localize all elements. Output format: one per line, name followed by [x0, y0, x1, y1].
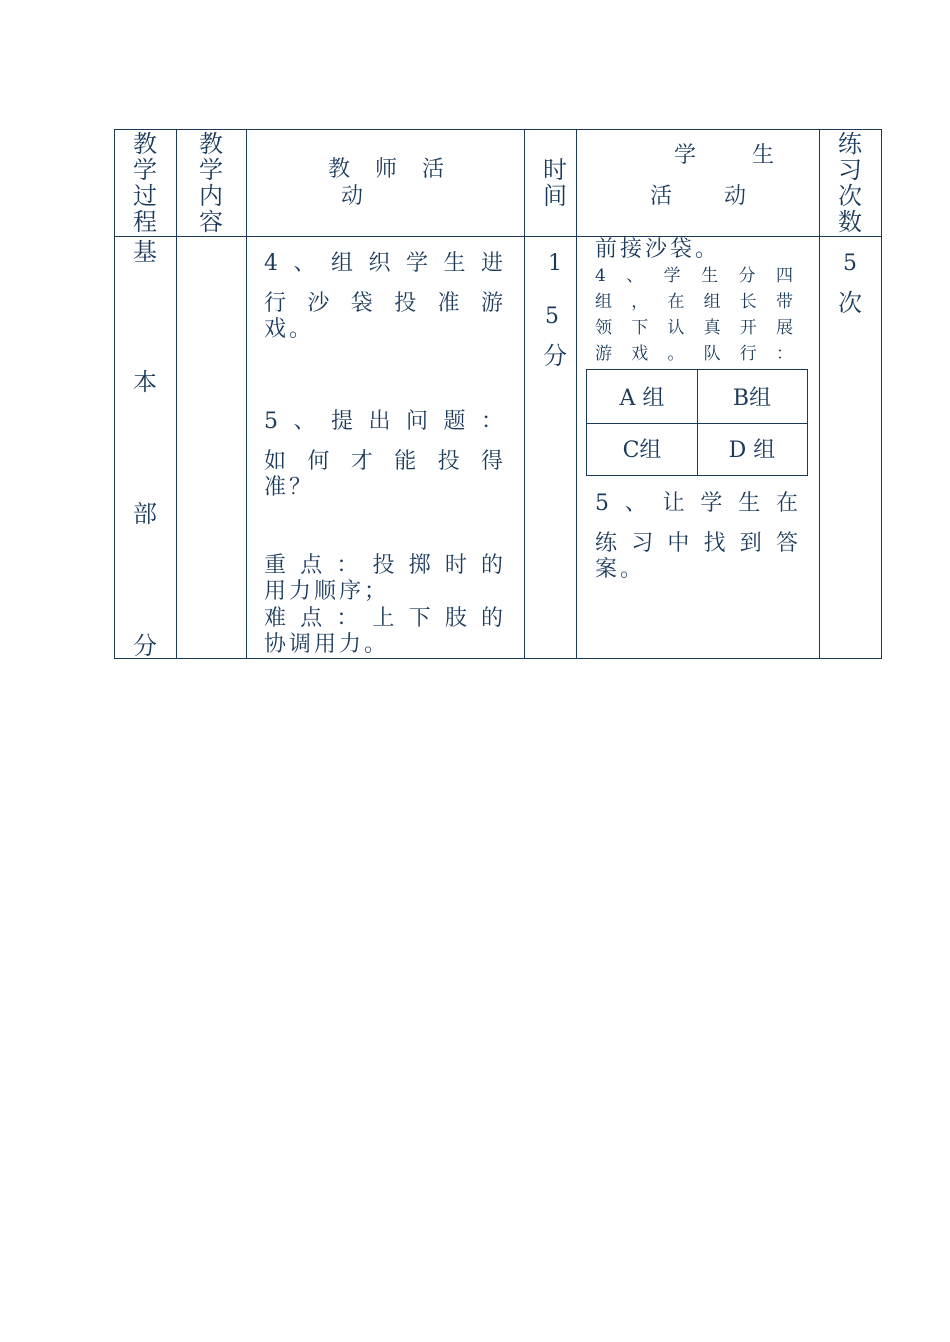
group-a: A 组 — [619, 385, 665, 411]
text-line: 用力顺序； — [264, 579, 390, 604]
process-char: 部 — [133, 500, 157, 528]
student-item-4 — [595, 263, 795, 367]
header-char: 学 — [199, 156, 223, 184]
text-line: 重点：投掷时的 — [264, 553, 506, 578]
header-teaching-content — [194, 131, 228, 235]
reps-char: 次 — [838, 289, 862, 317]
col-divider-3 — [524, 129, 525, 659]
group-b: B组 — [732, 385, 772, 411]
reps-char: 5 — [843, 251, 857, 276]
teacher-item-5 — [264, 407, 506, 503]
text-line: 协调用力。 — [264, 632, 390, 657]
header-time — [538, 157, 572, 209]
header-char: 内 — [199, 182, 223, 210]
time-char: 分 — [543, 342, 567, 370]
header-teaching-process — [128, 131, 162, 235]
col-divider-4 — [576, 129, 577, 659]
text-line: 4、组织学生进 — [264, 251, 506, 276]
col-divider-2 — [246, 129, 247, 659]
lesson-plan-table — [114, 129, 882, 659]
header-student-line1: 学 生 — [674, 143, 774, 168]
text-line: 行沙袋投准游 — [264, 291, 506, 316]
time-char: 5 — [545, 304, 559, 329]
header-char: 学 — [133, 156, 157, 184]
text-line: 难点：上下肢的 — [264, 606, 506, 631]
time-char: 1 — [548, 251, 562, 276]
text-line: 练习中找到答 — [595, 531, 801, 556]
header-char: 数 — [838, 208, 862, 236]
col-divider-1 — [176, 129, 177, 659]
table-border-left — [114, 129, 115, 659]
text-line: 5、让学生在 — [595, 491, 801, 516]
text-line: 组，在组长带 — [595, 292, 795, 312]
text-line: 戏。 — [264, 317, 315, 342]
header-char: 习 — [838, 156, 862, 184]
col-divider-5 — [819, 129, 820, 659]
header-char: 练 — [838, 130, 862, 158]
group-c: C组 — [622, 438, 662, 464]
text-line: 领下认真开展 — [595, 318, 795, 338]
group-formation-grid — [586, 369, 808, 476]
header-char: 容 — [199, 208, 223, 236]
header-teacher-line2: 动 — [340, 184, 363, 209]
text-line: 前接沙袋。 — [595, 237, 721, 262]
process-char: 本 — [133, 368, 157, 396]
group-d: D 组 — [728, 438, 776, 464]
header-char: 时 — [543, 156, 567, 184]
table-border-top — [114, 129, 882, 130]
text-line: 如何才能投得 — [264, 449, 506, 474]
text-line: 游戏。队行： — [595, 344, 795, 364]
process-char: 分 — [133, 632, 157, 660]
header-teacher-line1: 教 师 活 — [328, 157, 444, 182]
process-char: 基 — [133, 238, 157, 266]
header-char: 间 — [543, 182, 567, 210]
student-item-5 — [595, 489, 801, 585]
header-char: 次 — [838, 182, 862, 210]
text-line: 4、学生分四 — [595, 266, 795, 286]
header-student-line2: 活 动 — [650, 184, 746, 209]
text-line: 案。 — [595, 557, 646, 582]
header-char: 过 — [133, 182, 157, 210]
teacher-difficulty — [264, 604, 506, 660]
header-practice-count — [833, 131, 867, 235]
student-top-line — [595, 235, 801, 265]
text-line: 5、提出问题： — [264, 409, 506, 434]
text-line: 准？ — [264, 475, 315, 500]
header-char: 程 — [133, 208, 157, 236]
table-border-right — [881, 129, 882, 659]
teacher-key-point — [264, 551, 506, 607]
header-char: 教 — [199, 130, 223, 158]
header-char: 教 — [133, 130, 157, 158]
teacher-item-4 — [264, 249, 506, 345]
